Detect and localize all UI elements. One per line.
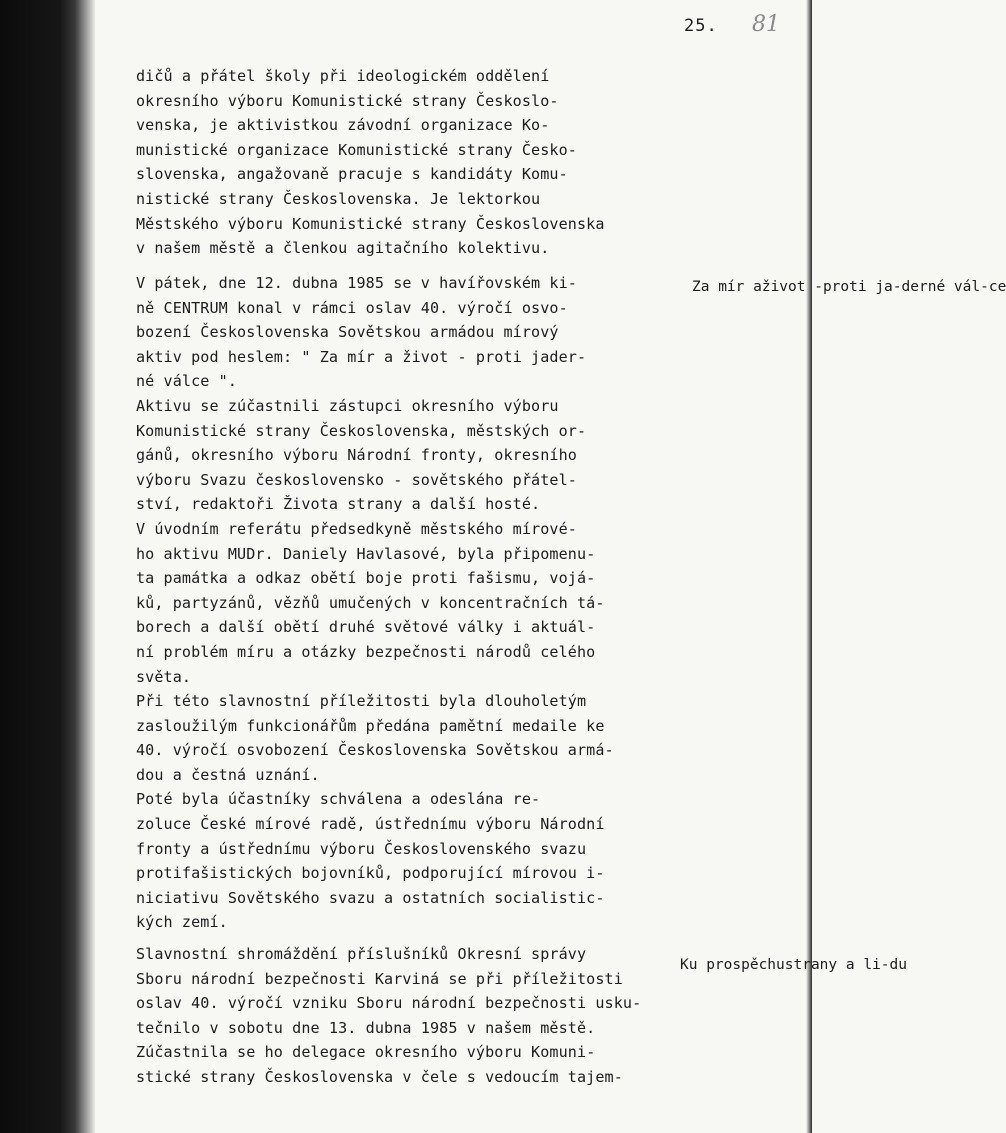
text-line: Zúčastnila se ho delegace okresního výboru Komuni-: [136, 1043, 596, 1062]
text-line: venska, je aktivistkou závodní organizace Ko-: [136, 116, 550, 135]
text-line: Poté byla účastníky schválena a odeslána re-: [136, 790, 541, 809]
text-line: gánů, okresního výboru Národní fronty, okresního: [136, 446, 577, 465]
text-line: ho aktivu MUDr. Daniely Havlasové, byla připomenu-: [136, 544, 596, 563]
paragraph-2: [136, 271, 666, 935]
text-line: Aktivu se zúčastnili zástupci okresního výboru: [136, 396, 559, 415]
text-line: fronty a ústřednímu výboru Československého svazu: [136, 839, 587, 858]
text-line: stické strany Československa v čele s vedoucím tajem-: [136, 1067, 623, 1086]
text-line: ce: [988, 279, 1006, 295]
text-line: Slavnostní shromáždění příslušníků Okresní správy: [136, 945, 587, 963]
text-line: zoluce České mírové radě, ústřednímu výboru Národní: [136, 815, 605, 834]
text-line: nistické strany Československa. Je lektorkou: [136, 189, 541, 208]
text-line: V pátek, dne 12. dubna 1985 se v havířovském ki-: [136, 274, 577, 292]
text-line: ní problém míru a otázky bezpečnosti národů celého: [136, 642, 596, 661]
text-line: protifašistických bojovníků, podporující mírovou i-: [136, 864, 605, 883]
text-line: ta památka a odkaz obětí boje proti fašismu, vojá-: [136, 569, 596, 588]
paragraph-1: [136, 64, 666, 261]
text-line: du: [889, 957, 907, 973]
text-line: bození Československa Sovětskou armádou mírový: [136, 323, 559, 342]
text-line: Ku prospěchu: [680, 957, 785, 973]
binding-shadow: [0, 0, 95, 1133]
text-line: zasloužilým funkcionářům předána pamětní medaile ke: [136, 716, 605, 735]
text-line: ků, partyzánů, vězňů umučených v koncentračních tá-: [136, 593, 605, 612]
pencil-page-number: 81: [752, 12, 780, 37]
text-line: život -: [761, 279, 823, 295]
text-line: ně CENTRUM konal v rámci oslav 40. výročí osvo-: [136, 298, 568, 317]
margin-note-2: [680, 958, 907, 973]
text-line: proti ja-: [822, 279, 902, 295]
text-line: dičů a přátel školy při ideologickém oddělení: [136, 67, 550, 85]
text-line: munistické organizace Komunistické strany Česko-: [136, 140, 577, 159]
text-line: V úvodním referátu předsedkyně městského mírové-: [136, 519, 577, 538]
text-line: výboru Svazu československo - sovětského přátel-: [136, 470, 577, 489]
text-line: Při této slavnostní příležitosti byla dlouholetým: [136, 692, 587, 711]
text-line: Komunistické strany Československa, městských or-: [136, 421, 587, 440]
text-line: borech a další obětí druhé světové války i aktuál-: [136, 618, 596, 637]
margin-note-1: [692, 280, 1006, 295]
text-line: v našem městě a členkou agitačního kolektivu.: [136, 239, 550, 258]
text-line: Městského výboru Komunistické strany Československa: [136, 214, 605, 233]
text-line: tečnilo v sobotu dne 13. dubna 1985 v našem městě.: [136, 1018, 596, 1037]
text-line: né válce ".: [136, 372, 238, 391]
text-line: dou a čestná uznání.: [136, 765, 320, 784]
text-line: aktiv pod heslem: " Za mír a život - proti jader-: [136, 347, 587, 366]
text-line: derné vál-: [901, 279, 989, 295]
text-line: okresního výboru Komunistické strany Českoslo-: [136, 91, 559, 110]
text-line: strany a li-: [784, 957, 890, 973]
text-line: oslav 40. výročí vzniku Sboru národní bezpečnosti usku-: [136, 994, 642, 1013]
text-line: ství, redaktoři Života strany a další hosté.: [136, 495, 541, 514]
text-line: niciativu Sovětského svazu a ostatních socialistic-: [136, 888, 605, 907]
text-line: 40. výročí osvobození Československa Sovětskou armá-: [136, 741, 614, 760]
text-line: Za mír a: [692, 279, 762, 295]
text-line: Sboru národní bezpečnosti Karviná se při příležitosti: [136, 969, 623, 988]
paragraph-3: [136, 942, 666, 1090]
page-number: 25.: [684, 16, 718, 36]
text-line: světa.: [136, 667, 192, 686]
text-line: kých zemí.: [136, 913, 228, 932]
text-line: slovenska, angažovaně pracuje s kandidáty Komu-: [136, 165, 568, 184]
